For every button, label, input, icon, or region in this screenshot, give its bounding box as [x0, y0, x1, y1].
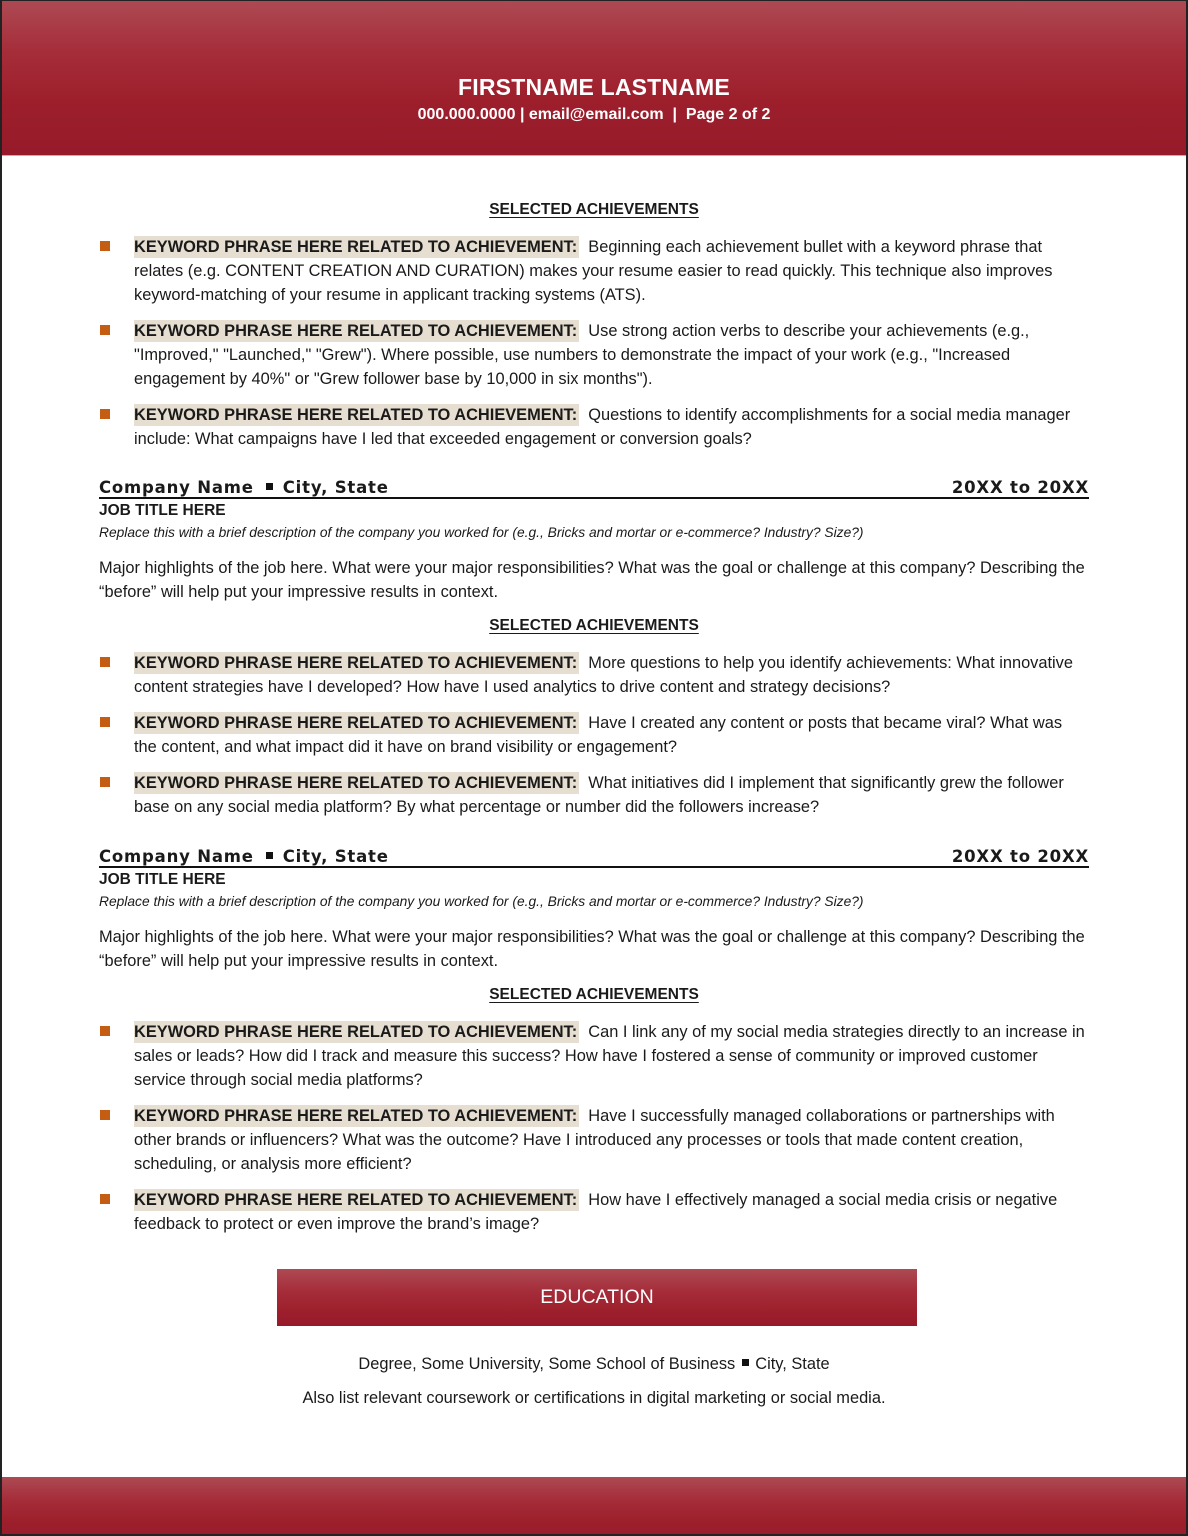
company-name: Company Name [99, 478, 254, 497]
section-heading-selected-achievements: SELECTED ACHIEVEMENTS [489, 986, 699, 1003]
job-location: City, State [282, 847, 389, 866]
candidate-name: FIRSTNAME LASTNAME [458, 74, 730, 100]
keyword-phrase: KEYWORD PHRASE HERE RELATED TO ACHIEVEMENT: [134, 654, 578, 672]
achievement-item [99, 319, 1089, 391]
keyword-phrase: KEYWORD PHRASE HERE RELATED TO ACHIEVEMENT: [134, 1107, 578, 1125]
square-separator-icon [266, 852, 273, 859]
square-bullet-icon [100, 657, 110, 667]
achievement-item [99, 403, 1089, 451]
company-location [99, 478, 389, 497]
achievement-text: What initiatives did I implement that significantly grew the follower base on any social media platform? By what percentage or number did the followers increase? [134, 774, 1064, 816]
achievement-text: Questions to identify accomplishments for a social media manager include: What campaigns have I led that exceeded engagement or conversion goals? [134, 406, 1071, 448]
keyword-phrase: KEYWORD PHRASE HERE RELATED TO ACHIEVEMENT: [134, 238, 578, 256]
contact-line: 000.000.0000 | email@email.com | Page 2 of 2 [417, 106, 771, 123]
square-bullet-icon [100, 1026, 110, 1036]
achievement-list [99, 651, 1089, 831]
achievement-list [99, 1020, 1089, 1248]
education-heading: EDUCATION [277, 1269, 917, 1326]
job-dates: 20XX to 20XX [951, 478, 1089, 497]
keyword-phrase: KEYWORD PHRASE HERE RELATED TO ACHIEVEMENT: [134, 714, 578, 732]
job-dates: 20XX to 20XX [951, 847, 1089, 866]
square-bullet-icon [100, 241, 110, 251]
square-bullet-icon [100, 717, 110, 727]
achievement-text: More questions to help you identify achievements: What innovative content strategies have I developed? How have I used analytics to drive content and strategy decisions? [134, 654, 1073, 696]
achievement-text: Have I created any content or posts that became viral? What was the content, and what impact did it have on brand visibility or engagement? [134, 714, 1063, 756]
job-title: JOB TITLE HERE [99, 502, 226, 519]
company-description: Replace this with a brief description of the company you worked for (e.g., Bricks and mortar or e-commerce? Industry? Size?) [99, 525, 864, 540]
achievement-text: Can I link any of my social media strategies directly to an increase in sales or leads? How did I track and measure this success? How have I fostered a sense of community or improved customer service through social media platforms? [134, 1023, 1085, 1089]
square-bullet-icon [100, 325, 110, 335]
keyword-phrase: KEYWORD PHRASE HERE RELATED TO ACHIEVEMENT: [134, 406, 578, 424]
square-bullet-icon [100, 409, 110, 419]
square-separator-icon [742, 1359, 749, 1366]
achievement-list [99, 235, 1089, 463]
section-heading-selected-achievements: SELECTED ACHIEVEMENTS [489, 617, 699, 634]
job-header [99, 475, 1089, 499]
keyword-phrase: KEYWORD PHRASE HERE RELATED TO ACHIEVEMENT: [134, 1191, 578, 1209]
achievement-item [99, 1020, 1089, 1092]
achievement-item [99, 1188, 1089, 1236]
square-separator-icon [266, 483, 273, 490]
achievement-item [99, 235, 1089, 307]
achievement-item [99, 1104, 1089, 1176]
job-highlights: Major highlights of the job here. What were your major responsibilities? What was the goal or challenge at this company? Describing the “before” will help put your impressive results in context. [99, 928, 1085, 970]
achievement-text: Have I successfully managed collaborations or partnerships with other brands or influencers? What was the outcome? Have I introduced any processes or tools that made content creation, scheduling, or analysis more efficient? [134, 1107, 1055, 1173]
achievement-item [99, 651, 1089, 699]
job-title: JOB TITLE HERE [99, 871, 226, 888]
degree-text: Degree, Some University, Some School of Business [358, 1355, 736, 1373]
achievement-item [99, 771, 1089, 819]
achievement-text: How have I effectively managed a social media crisis or negative feedback to protect or even improve the brand’s image? [134, 1191, 1058, 1233]
square-bullet-icon [100, 1110, 110, 1120]
keyword-phrase: KEYWORD PHRASE HERE RELATED TO ACHIEVEMENT: [134, 774, 578, 792]
square-bullet-icon [100, 777, 110, 787]
education-degree-line [0, 1355, 1188, 1374]
resume-header [0, 0, 1188, 156]
job-location: City, State [282, 478, 389, 497]
education-note: Also list relevant coursework or certifications in digital marketing or social media. [302, 1389, 886, 1407]
education-location: City, State [755, 1355, 830, 1373]
achievement-text: Beginning each achievement bullet with a keyword phrase that relates (e.g. CONTENT CREATION AND CURATION) makes your resume easier to read quickly. This technique also improves keyword-matching of your resume in applicant tracking systems (ATS). [134, 238, 1053, 304]
company-location [99, 847, 389, 866]
job-header [99, 844, 1089, 868]
keyword-phrase: KEYWORD PHRASE HERE RELATED TO ACHIEVEMENT: [134, 1023, 578, 1041]
achievement-text: Use strong action verbs to describe your achievements (e.g., "Improved," "Launched," "Grew"). Where possible, use numbers to demonstrate the impact of your work (e.g., "Increased engagement by 40%" or "Grew follower base by 10,000 in six months"). [134, 322, 1030, 388]
keyword-phrase: KEYWORD PHRASE HERE RELATED TO ACHIEVEMENT: [134, 322, 578, 340]
company-description: Replace this with a brief description of the company you worked for (e.g., Bricks and mortar or e-commerce? Industry? Size?) [99, 894, 864, 909]
square-bullet-icon [100, 1194, 110, 1204]
job-highlights: Major highlights of the job here. What were your major responsibilities? What was the goal or challenge at this company? Describing the “before” will help put your impressive results in context. [99, 559, 1085, 601]
resume-footer-band [0, 1477, 1188, 1536]
company-name: Company Name [99, 847, 254, 866]
section-heading-selected-achievements: SELECTED ACHIEVEMENTS [489, 201, 699, 218]
achievement-item [99, 711, 1089, 759]
